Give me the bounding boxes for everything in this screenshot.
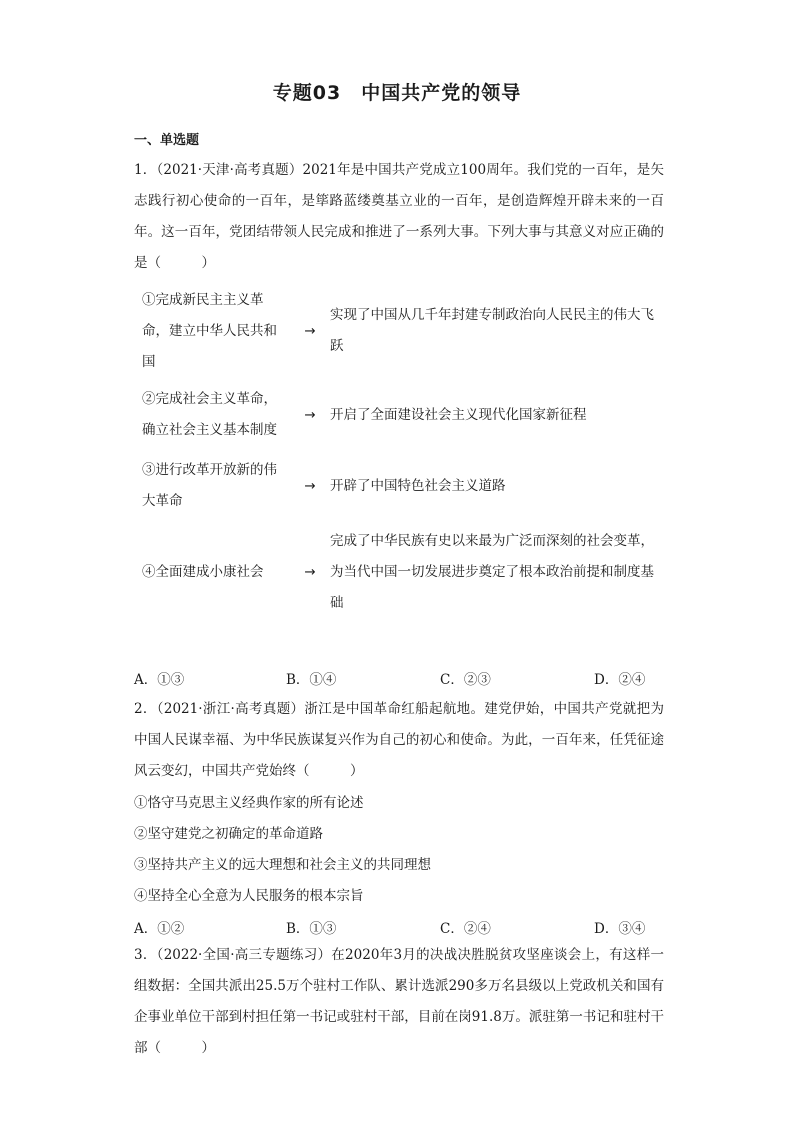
match-meaning: 完成了中华民族有史以来最为广泛而深刻的社会变革，为当代中国一切发展进步奠定了根本政治前提和制度基础	[330, 532, 654, 611]
option-c[interactable]: C．②④	[440, 921, 491, 937]
arrow-icon: →	[304, 477, 316, 494]
option-d[interactable]: D．②④	[594, 672, 646, 688]
match-meaning: 实现了中国从几千年封建专制政治向人民民主的伟大飞跃	[330, 307, 654, 354]
match-event: ②完成社会主义革命，确立社会主义基本制度	[142, 391, 277, 438]
option-b[interactable]: B．①③	[286, 921, 337, 937]
match-event: ①完成新民主主义革命，建立中华人民共和国	[142, 291, 277, 370]
match-row	[134, 282, 664, 380]
option-a[interactable]: A．①③	[134, 672, 185, 688]
page-title: 专题03 中国共产党的领导	[272, 82, 522, 104]
match-row	[134, 380, 664, 450]
arrow-icon: →	[304, 322, 316, 339]
statement-item: ②坚守建党之初确定的革命道路	[134, 826, 323, 842]
arrow-icon: →	[304, 406, 316, 423]
match-row	[134, 450, 664, 522]
match-meaning: 开辟了中国特色社会主义道路	[330, 477, 506, 494]
match-event: ④全面建成小康社会	[142, 563, 264, 580]
statement-item: ①恪守马克思主义经典作家的所有论述	[134, 795, 364, 811]
option-a[interactable]: A．①②	[134, 921, 185, 937]
option-c[interactable]: C．②③	[440, 672, 491, 688]
section-heading: 一、单选题	[134, 133, 200, 148]
question-1-match-table	[134, 282, 664, 622]
statement-item: ③坚持共产主义的远大理想和社会主义的共同理想	[134, 857, 431, 873]
match-row	[134, 522, 664, 622]
match-meaning: 开启了全面建设社会主义现代化国家新征程	[330, 406, 587, 423]
match-event: ③进行改革开放新的伟大革命	[142, 462, 277, 509]
question-1-stem: 1．（2021·天津·高考真题）2021年是中国共产党成立100周年。我们党的一百年，是矢志践行初心使命的一百年，是筚路蓝缕奠基立业的一百年，是创造辉煌开辟未来的一百年。这一百年，党团结带领人民完成和推进了一系列大事。下列大事与其意义对应正确的是（ ）	[134, 162, 664, 271]
arrow-icon: →	[304, 563, 316, 580]
option-b[interactable]: B．①④	[286, 672, 337, 688]
statement-item: ④坚持全心全意为人民服务的根本宗旨	[134, 888, 364, 904]
option-d[interactable]: D．③④	[594, 921, 646, 937]
question-3-stem: 3．（2022·全国·高三专题练习）在2020年3月的决战决胜脱贫攻坚座谈会上，有这样一组数据：全国共派出25.5万个驻村工作队、累计选派290多万名县级以上党政机关和国有企事业单位干部到村担任第一书记或驻村干部，目前在岗91.8万。派驻第一书记和驻村干部（ ）	[134, 947, 664, 1056]
question-2-stem: 2．（2021·浙江·高考真题）浙江是中国革命红船起航地。建党伊始，中国共产党就把为中国人民谋幸福、为中华民族谋复兴作为自己的初心和使命。为此，一百年来，任凭征途风云变幻，中国共产党始终（ ）	[134, 701, 664, 779]
